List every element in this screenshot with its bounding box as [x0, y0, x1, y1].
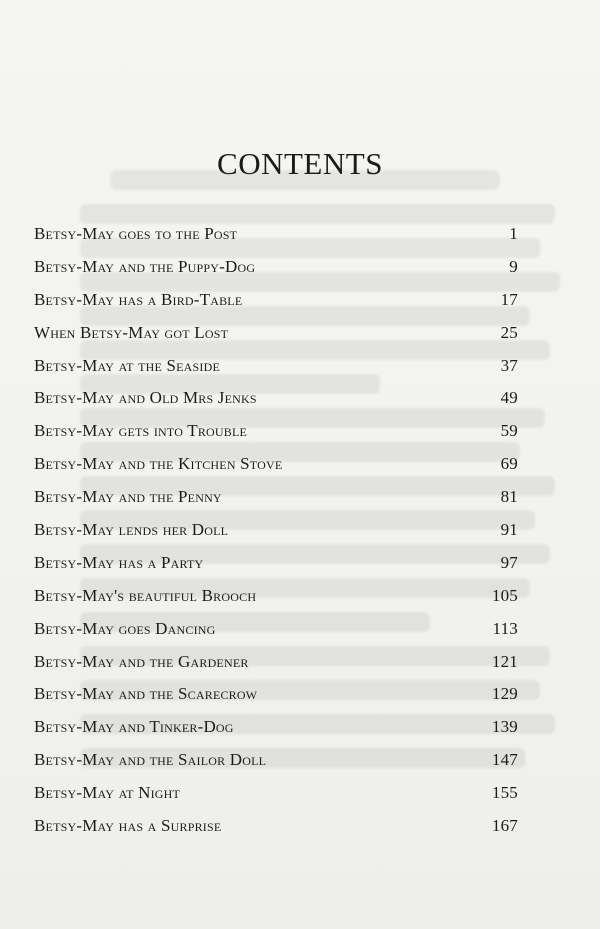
toc-entry — [34, 290, 518, 323]
toc-entry-page-number: 105 — [491, 585, 518, 605]
toc-entry — [34, 652, 518, 685]
toc-entry — [34, 553, 518, 586]
toc-entry-page-number: 121 — [491, 651, 518, 671]
toc-entry-title: Betsy-May has a Surprise — [34, 816, 222, 836]
toc-entry-title: Betsy-May and the Scarecrow — [34, 684, 258, 704]
toc-entry — [34, 421, 518, 454]
toc-entry-page-number: 25 — [500, 322, 518, 342]
toc-entry-page-number: 49 — [500, 388, 518, 408]
contents-heading: CONTENTS — [217, 146, 383, 181]
toc-entry-page-number: 113 — [492, 618, 518, 638]
toc-entry — [34, 257, 518, 290]
toc-entry-page-number: 1 — [509, 224, 518, 243]
toc-entry-page-number: 59 — [500, 421, 518, 441]
toc-entry-title: Betsy-May has a Party — [34, 552, 204, 572]
toc-entry-title: Betsy-May's beautiful Brooch — [34, 585, 257, 605]
toc-entry — [34, 816, 518, 849]
toc-entry — [34, 684, 518, 717]
toc-entry — [34, 487, 518, 520]
toc-entry — [34, 454, 518, 487]
toc-entry — [34, 388, 518, 421]
toc-entry-page-number: 91 — [500, 520, 518, 540]
toc-entry-title: Betsy-May goes Dancing — [34, 618, 216, 638]
toc-entry — [34, 586, 518, 619]
toc-entry-title: Betsy-May and the Sailor Doll — [34, 750, 267, 770]
toc-entry — [34, 717, 518, 750]
toc-entry-page-number: 37 — [500, 355, 518, 375]
toc-entry — [34, 783, 518, 816]
toc-entry-page-number: 81 — [500, 487, 518, 507]
toc-entry — [34, 619, 518, 652]
toc-entry-page-number: 167 — [491, 816, 518, 836]
toc-entry — [34, 520, 518, 553]
toc-entry — [34, 224, 518, 257]
toc-entry-page-number: 17 — [500, 289, 518, 309]
toc-entry-title: Betsy-May goes to the Post — [34, 224, 238, 243]
toc-entry-title: Betsy-May at the Seaside — [34, 355, 221, 375]
toc-entry-page-number: 155 — [491, 783, 518, 803]
toc-entry-title: Betsy-May and Old Mrs Jenks — [34, 388, 257, 408]
toc-entry-title: Betsy-May lends her Doll — [34, 520, 229, 540]
toc-entry — [34, 750, 518, 783]
toc-entry-title: Betsy-May has a Bird-Table — [34, 289, 243, 309]
toc-entry-page-number: 9 — [509, 256, 518, 276]
toc-entry-title: Betsy-May and the Penny — [34, 487, 222, 507]
toc-entry-page-number: 147 — [491, 750, 518, 770]
toc-entry-title: Betsy-May gets into Trouble — [34, 421, 248, 441]
toc-entry-page-number: 97 — [500, 552, 518, 572]
toc-entry-title: Betsy-May at Night — [34, 783, 181, 803]
toc-entry-page-number: 129 — [491, 684, 518, 704]
toc-entry-page-number: 139 — [491, 717, 518, 737]
toc-entry-title: When Betsy-May got Lost — [34, 322, 229, 342]
toc-entry-title: Betsy-May and the Kitchen Stove — [34, 454, 283, 474]
toc-entry-page-number: 69 — [500, 454, 518, 474]
toc-entry — [34, 323, 518, 356]
toc-entry — [34, 356, 518, 389]
table-of-contents — [34, 224, 518, 849]
toc-entry-title: Betsy-May and the Gardener — [34, 651, 249, 671]
toc-entry-title: Betsy-May and the Puppy-Dog — [34, 256, 256, 276]
toc-entry-title: Betsy-May and Tinker-Dog — [34, 717, 234, 737]
